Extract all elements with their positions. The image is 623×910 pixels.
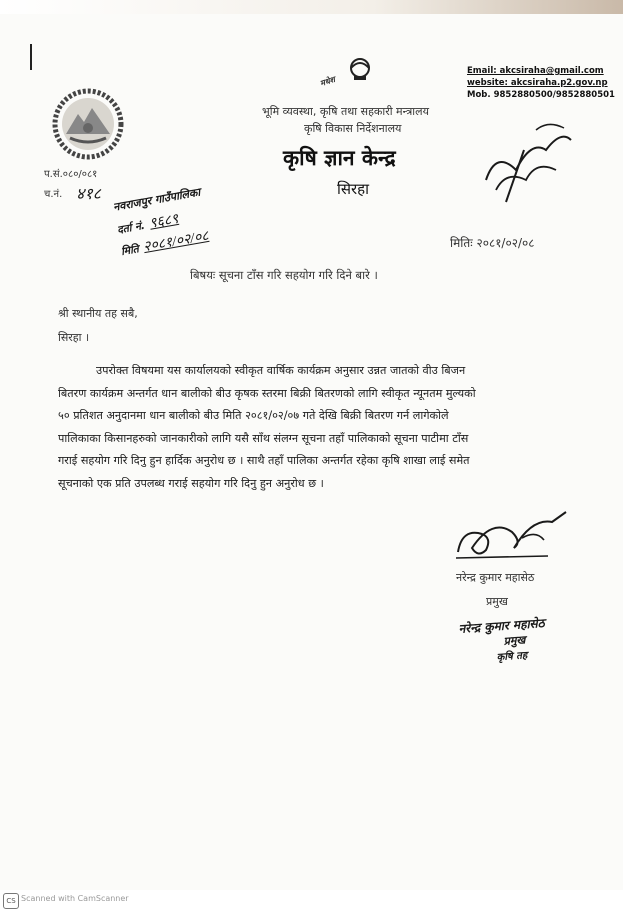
name-stamp-designation: प्रमुख [503,633,526,648]
office-location: सिरहा [337,180,370,198]
addressee-line2: सिरहा । [58,331,90,344]
office-signature-stamp [476,110,576,210]
dispatch-no-label: च.नं. [44,189,63,200]
signatory-name: नरेन्द्र कुमार महासेठ [456,571,535,584]
darta-no: ९६८९ [148,211,180,232]
fiscal-year: प.सं.०८०/०८१ [44,169,98,180]
scanner-footer [0,890,623,910]
body-line: बितरण कार्यक्रम अन्तर्गत धान बालीको बीउ कृषक स्तरमा बिक्री बितरणको लागि स्वीकृत न्यूनतम मुल्यको [58,386,476,400]
contact-mobile: Mob. 9852880500/9852880501 [467,90,615,100]
directorate-line: कृषि विकास निर्देशनालय [304,122,402,135]
darta-label: दर्ता नं. [116,219,146,237]
dispatch-no: ४१८ [76,184,101,203]
ministry-logo-icon [340,56,380,88]
addressee-line1: श्री स्थानीय तह सबै, [58,307,138,320]
nepal-emblem-icon [52,88,124,160]
body-line: पालिकाका किसानहरुको जानकारीको लागि यसै साँथ संलग्न सूचना तहाँ पालिकाको सूचना पाटीमा टाँस [58,431,469,445]
body-line: उपरोक्त विषयमा यस कार्यालयको स्वीकृत वार्षिक कार्यक्रम अनुसार उन्नत जातको वीउ बिजन [96,364,466,377]
camscanner-logo-icon: CS [3,893,19,909]
contact-website: website: akcsiraha.p2.gov.np [467,78,608,88]
letter-body [58,360,578,495]
signatory-designation: प्रमुख [486,595,508,608]
name-stamp-unit: कृषि तह [496,650,528,664]
ministry-stamp-text: मधेश [318,74,337,89]
name-stamp [458,611,591,666]
body-line: गराई सहयोग गरि दिनु हुन हार्दिक अनुरोध छ । साथै तहाँ पालिका अन्तर्गत रहेका कृषि शाखा लाई समेत [58,454,470,467]
received-stamp-office: नवराजपुर गाउँपालिका [112,185,202,214]
ministry-line: भूमि व्यवस्था, कृषि तथा सहकारी मन्त्रालय [262,105,429,118]
body-line: सूचनाको एक प्रति उपलब्ध गराई सहयोग गरि दिनु हुन अनुरोध छ । [58,476,324,490]
handwritten-signature [452,508,572,564]
contact-email: Email: akcsiraha@gmail.com [467,66,604,76]
scan-mark [30,44,32,70]
scanner-watermark-text: Scanned with CamScanner [21,894,129,903]
scan-top-edge [0,0,623,14]
received-date-label: मिति [120,243,140,259]
letter-date: मितिः २०८१/०२/०८ [450,236,535,250]
name-stamp-name: नरेन्द्र कुमार महासेठ [458,615,546,636]
received-stamp [112,170,292,268]
subject-line: बिषयः सूचना टाँस गरि सहयोग गरि दिने बारे । [190,268,378,282]
body-line: ५० प्रतिशत अनुदानमा धान बालीको बीउ मिति २०८१/०२/०७ गते देखि बिक्री बितरण गर्न लागेकोले [58,409,449,422]
office-title: कृषि ज्ञान केन्द्र [283,145,396,170]
received-date: २०८१/०२/०८ [142,228,210,256]
letter-page [0,14,623,890]
